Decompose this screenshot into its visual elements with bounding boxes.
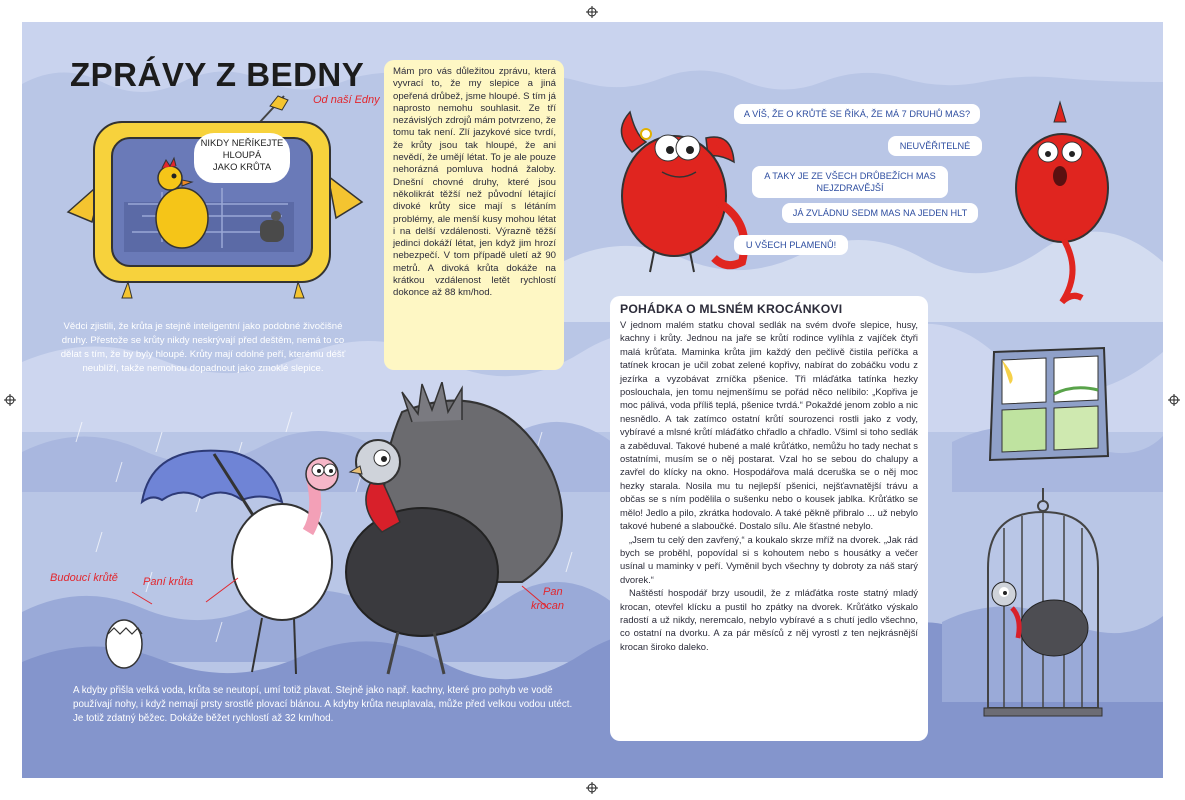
registration-mark-bottom: [586, 782, 598, 794]
cloud-fact-text: Vědci zjistili, že krůta je stejně inteligentní jako podobné živočišné druhy. Přestože se krůty nikdy neskrývají před deštěm, nemá to co dělat s tím, že by byly hloupé. Krůty mají odolné peří, kterému déšť neublíží, takže nemohou dopadnout jako zmoklé slepice.: [60, 321, 346, 374]
news-note-text: Mám pro vás důležitou zprávu, která vyvrací to, že my slepice a jiná opeřená drůbež, jsme hloupé. S tím já naprosto nemohu souhlasit. Ze tří nezávislých zdrojů mám potvrzeno, že tomu tak není. Zlí jazykové sice tvrdí, že krůty jsou tak hloupé, že ani nevědí, že umějí létat. To je ale pouze nehorázná pomluva hodná žaloby. Dnešní chovné druhy, které jsou několikrát těžší než původní létající divoké krůty sice mají s létáním problémy, ale menší kusy mohou létat i na delší vzdálenosti. Výrazně těžší jedinci dokáží létat, jen když jim hrozí nebezpečí. V tom případě uletí až 90 metrů. A divoká krůta dokáže na krátkou vzdálenost letět rychlostí dokonce až 88 km/hod.: [393, 66, 556, 299]
dialog-bubble-1: A VÍŠ, ŽE O KRŮTĚ SE ŘÍKÁ, ŽE MÁ 7 DRUHŮ MAS?: [734, 104, 980, 124]
page-title: ZPRÁVY Z BEDNY: [70, 56, 365, 93]
tv-illustration: [62, 92, 372, 304]
dialog-bubble-5: U VŠECH PLAMENŮ!: [734, 235, 848, 255]
label-hen: Paní krůta: [143, 576, 194, 588]
tv-bubble-line-2: HLOUPÁ: [222, 149, 262, 160]
registration-mark-top: [586, 6, 598, 18]
devils-illustration: [602, 92, 1122, 312]
registration-mark-right: [1168, 394, 1180, 406]
news-note-box: [384, 60, 564, 370]
story-title: POHÁDKA O MLSNÉM KROCÁNKOVI: [620, 302, 843, 316]
story-paragraph-2: „Jsem tu celý den zavřený,“ a koukalo skrze mříž na dvorek. „Jak rád bych se proběhl, popovídal si s kohoutem nebo s housátky a večer usínal u maminky v peří. Vyměnil bych všechny ty dobroty za náš starý dvorek.“: [620, 533, 918, 585]
turkeys-illustration: [82, 382, 602, 692]
story-paragraph-1: V jednom malém statku choval sedlák na svém dvoře slepice, husy, kachny i krůty. Jednou na jaře se krůtí rodince vylíhla z vajíček čtyři malá krůťata. Maminka krůta jim každý den pečlivě čistila peříčka a tatínek krocan je učil zobat zelené kopřivy, nabírat do zobáčku vodu z jezírka a vyzobávat zrníčka pšenice. Tři mláďátka tatínka hezky poslouchala, jen tomu nejmenšímu se pořád něco nelíbilo: „Kopřiva je moc pálivá, voda příliš teplá, pšenice tvrdá.“ Pokaždé jenom zoblo a nic nesnědlo. A tak zatímco ostatní krůtí sourozenci rostli jako z vody, vybíravé a mlsné krůtí mláďátko chřadlo a chřadlo. Všiml si toho sedlák a zaběduval. Takové hubené a malé krůťátko, nemůžu ho tady nechat s ostatními, musím se o něj postarat. Vzal ho se sebou do chalupy a zavřel do klícky na okno. Hospodářova malá dceruška se o něj moc hezky starala. Nosila mu tu nejlepší pšenici, nejšťavnatější trávu a občas se s ním podělila o sušenku nebo o kousek jablka. Krůťátko se mělo! Jedlo a pilo, zkrátka hodovalo. A také pěkně přibralo ... už nebylo takové hubené a slaboučké. Dostalo sílu. Ale šťastné nebylo.: [620, 319, 918, 532]
story-paragraph-3: Naštěstí hospodář brzy usoudil, že z mláďátka roste statný mladý krocan, otevřel klícku a pustil ho zpátky na dvorek. Krůťátko výskalo radostí a už nikdy, neremcalo, nebylo vybíravé a s chutí jedlo všechno, co ostatní na dvorku. A za pár měsíců z něj vyrostl z ten nejkrásnější krocan široko daleko.: [620, 587, 918, 652]
window-illustration: [984, 344, 1114, 464]
story-box: [610, 296, 928, 741]
label-tom-line-1: Pan: [543, 586, 563, 598]
dialog-bubble-4: JÁ ZVLÁDNU SEDM MAS NA JEDEN HLT: [782, 203, 978, 223]
registration-mark-left: [4, 394, 16, 406]
bottom-fact-text: A kdyby přišla velká voda, krůta se neutopí, umí totiž plavat. Stejně jako např. kachny, které pro pohyb ve vodě používají nohy, i když nemají prsty srostlé plovací blánou. A kdyby krůta neuplavala, může před velkou vodou utéct. Je totiž zdatný běžec. Dokáže běžet rychlostí až 32 km/hod.: [73, 685, 573, 724]
tv-bubble-line-1: NIKDY NEŘÍKEJTE: [200, 137, 284, 148]
dialog-bubble-3-text: A TAKY JE ZE VŠECH DRŮBEŽÍCH MAS NEJZDRAVĚJŠÍ: [764, 171, 936, 193]
magazine-spread: [22, 22, 1163, 778]
dialog-bubble-2: NEUVĚŘITELNÉ: [888, 136, 982, 156]
tv-caption: Od naší Edny: [313, 94, 380, 106]
tv-bubble-line-3: JAKO KRŮTA: [212, 161, 272, 172]
label-chick: Budoucí krůtě: [50, 572, 118, 584]
dialog-bubble-3: [752, 166, 948, 198]
tv-speech-bubble: [194, 133, 290, 183]
cage-illustration: [968, 488, 1118, 728]
label-tom-line-2: krocan: [531, 600, 565, 612]
